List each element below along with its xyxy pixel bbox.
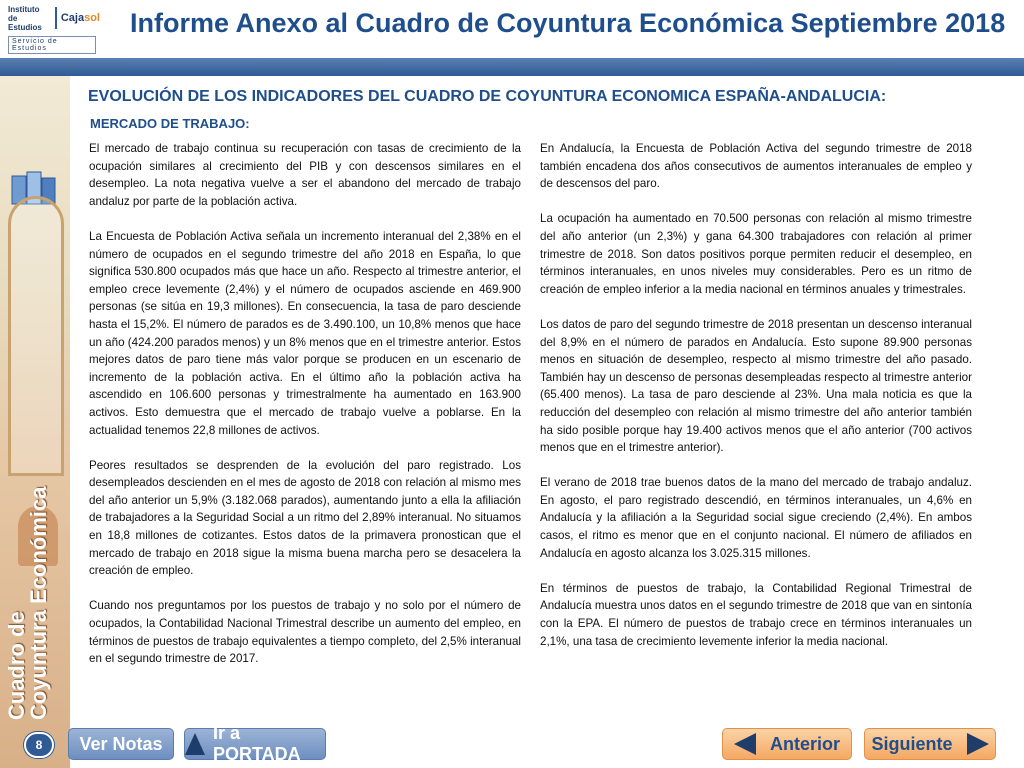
- right-paragraph: Los datos de paro del segundo trimestre de 2018 presentan un descenso interanual del 8,9% en el número de parados en Andalucía. Esto supone 89.900 personas menos en situación de desempleo, respecto al mismo trimestre del año pasado. También hay un descenso de personas desempleadas respecto al trimestre anterior (65.400 menos). La tasa de paro desciende al 23%. Una mala noticia es que la reducción del desempleo con relación al mismo trimestre del año anterior también ha sido posible porque hay 19.400 activos menos que el año anterior (700 activos menos que en el trimestre anterior).: [540, 317, 972, 455]
- page-title: Informe Anexo al Cuadro de Coyuntura Económica Septiembre 2018: [130, 8, 1006, 38]
- right-paragraph: El verano de 2018 trae buenos datos de la mano del mercado de trabajo andaluz. En agosto, el paro registrado descendió, en términos interanuales, un 4,6% en Andalucía y la afiliación a la Seguridad social sigue creciendo (2,4%). En ambos casos, el ritmo es menor que en el conjunto nacional. El número de afiliados en Andalucía en agosto alcanza los 3.025.315 millones.: [540, 476, 972, 560]
- page-number-badge: 8: [24, 732, 54, 758]
- side-arch-decoration: [8, 196, 64, 476]
- right-text-column: [540, 140, 972, 668]
- logo-brand-accent: sol: [84, 12, 100, 24]
- left-text-column: [89, 140, 521, 685]
- right-arrow-icon: [967, 733, 989, 755]
- left-arrow-icon: [734, 733, 756, 755]
- right-paragraph: En términos de puestos de trabajo, la Contabilidad Regional Trimestral de Andalucía muestra unos datos en el segundo trimestre de 2018 que van en sintonía con la EPA. El número de puestos de trabajo crece en términos interanuales un 2,1%, una tasa de crecimiento levemente inferior la media nacional.: [540, 581, 972, 648]
- go-to-cover-label: Ir a PORTADA: [213, 723, 301, 764]
- logo-institute-text: [8, 5, 51, 32]
- next-label: Siguiente: [871, 733, 953, 754]
- logo-brand: [61, 12, 100, 24]
- section-subheading: MERCADO DE TRABAJO:: [90, 116, 250, 131]
- side-label-line1: Cuadro de: [4, 611, 29, 720]
- logo-line2: de Estudios: [8, 13, 42, 32]
- up-arrow-icon: [185, 733, 205, 755]
- right-paragraph: La ocupación ha aumentado en 70.500 personas con relación al mismo trimestre del año anterior (un 2,3%) y gana 64.300 trabajadores con relación al primer trimestre de 2018. Son datos positivos porque permiten reducir el desempleo, en términos interanuales, en unos niveles muy considerables. Pero es un ritmo de creación de empleo inferior a la media nacional en términos anuales y trimestrales.: [540, 212, 972, 296]
- logo-service-text: Servicio de Estudios: [8, 36, 96, 54]
- left-paragraph: Peores resultados se desprenden de la evolución del paro registrado. Los desempleados descienden en el mes de agosto de 2018 con relación al mismo mes del año anterior un 5,9% (3.182.068 parados), aumentando junto a ella la afiliación de trabajadores a la Seguridad Social a un ritmo del 2,89% interanual. No situamos en 18,8 millones de cotizantes. Estos datos de la primavera pronostican que el mercado de trabajo en 2018 sigue la misma buena marcha pero se desacelera la creación de empleo.: [89, 458, 521, 578]
- logo-brand-main: Caja: [60, 12, 85, 24]
- right-paragraph: En Andalucía, la Encuesta de Población Activa del segundo trimestre de 2018 también encadena dos años consecutivos de aumentos interanuales de empleo y de descensos del paro.: [540, 142, 972, 191]
- previous-label: Anterior: [769, 733, 840, 754]
- logo-line1: Instituto: [8, 4, 40, 14]
- header: [0, 0, 1024, 58]
- left-paragraph: El mercado de trabajo continua su recuperación con tasas de crecimiento de la ocupación similares al crecimiento del PIB y con descensos similares en el desempleo. La nota negativa vuelve a ser el abandono del mercado de trabajo andaluz por parte de la población activa.: [89, 142, 521, 208]
- side-label-line2: Coyuntura Económica: [26, 486, 51, 720]
- left-paragraph: La Encuesta de Población Activa señala un incremento interanual del 2,38% en el número de ocupados en el segundo trimestre del año 2018 en España, lo que significa 530.800 ocupados más que hace un año. Respecto al trimestre anterior, el empleo crece levemente (2,4%) y el número de ocupados asciende en 469.900 personas (se sitúa en 19,3 millones). En consecuencia, la tasa de paro desciende hasta el 15,2%. El número de parados es de 3.490.100, un 10,8% menos que hace un año (424.200 parados menos) y un 8% menos que en el trimestre anterior. Estos mejores datos de paro tiene más valor porque se producen en un escenario de incremento de la población activa. En el último año la población activa ha ascendido en 106.600 personas y trimestralmente ha aumentado en 163.900 activos. Esto demuestra que el mercado de trabajo vuelve a poblarse. En la actualidad tenemos 22,8 millones de activos.: [89, 229, 521, 437]
- left-paragraph: Cuando nos preguntamos por los puestos de trabajo y no solo por el número de ocupados, la Contabilidad Nacional Trimestral describe un aumento del empleo, en términos de puestos de trabajo equivalentes a tiempo completo, del 2,5% interanual en el segundo trimestre de 2017.: [89, 599, 521, 666]
- next-page-button[interactable]: [864, 728, 996, 760]
- logo-divider: [55, 7, 57, 29]
- previous-page-button[interactable]: [722, 728, 852, 760]
- view-notes-label: Ver Notas: [79, 733, 163, 754]
- view-notes-button[interactable]: [68, 728, 174, 760]
- institute-logo: [8, 6, 100, 50]
- section-heading: EVOLUCIÓN DE LOS INDICADORES DEL CUADRO DE COYUNTURA ECONOMICA ESPAÑA-ANDALUCIA:: [88, 88, 887, 105]
- side-section-label: [6, 487, 50, 720]
- go-to-cover-button[interactable]: [184, 723, 326, 764]
- header-divider-bar: [0, 58, 1024, 76]
